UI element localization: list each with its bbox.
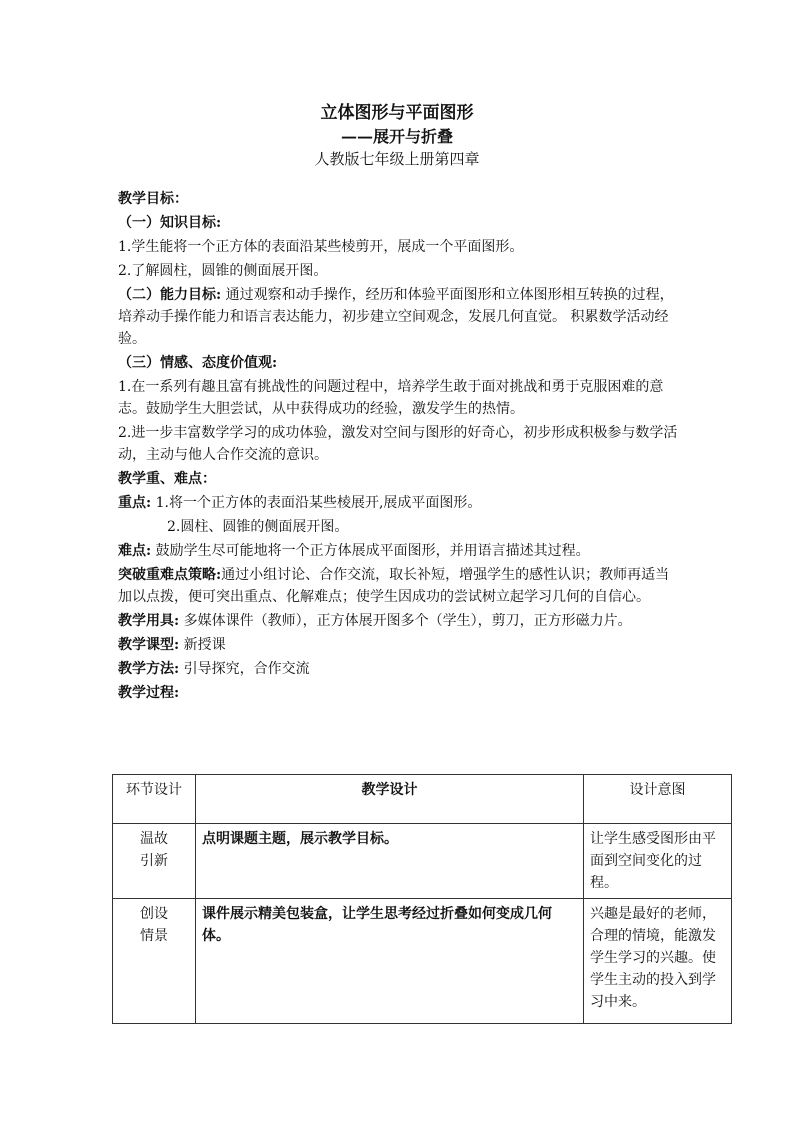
ability-heading: （二）能力目标: [118, 287, 222, 303]
type-label: 教学课型: [118, 637, 180, 653]
objectives-heading: 教学目标： [118, 191, 188, 207]
doc-edition: 人教版七年级上册第四章 [314, 150, 480, 168]
row2-stage-line2: 情景 [140, 928, 168, 944]
keypoints-heading: 教学重、难点： [118, 471, 216, 487]
tools-label: 教学用具: [118, 613, 180, 629]
header-intent: 设计意图 [584, 775, 732, 824]
ability-paragraph [118, 284, 678, 350]
row1-design: 点明课题主题，展示教学目标。 [196, 824, 584, 899]
emotion-item-1: 1.在一系列有趣且富有挑战性的问题过程中，培养学生敢于面对挑战和勇于克服困难的意志。鼓励学生大胆尝试，从中获得成功的经验，激发学生的热情。 [118, 379, 664, 417]
type-line [118, 634, 678, 656]
key-item-2: 2.圆柱、圆锥的侧面展开图。 [167, 519, 349, 535]
knowledge-item-1: 1.学生能将一个正方体的表面沿某些棱剪开，展成一个平面图形。 [118, 239, 524, 255]
type-text: 新授课 [179, 637, 226, 653]
emotion-heading: （三）情感、态度价值观: [118, 355, 278, 371]
key-label: 重点: [118, 495, 152, 511]
header-stage: 环节设计 [113, 775, 196, 824]
method-label: 教学方法: [118, 661, 180, 677]
knowledge-heading: （一）知识目标: [118, 215, 222, 231]
row2-stage [113, 899, 196, 1024]
ability-text: 通过观察和动手操作，经历和体验平面图形和立体图形相互转换的过程，培养动手操作能力和语言表达能力，初步建立空间观念，发展几何直觉。 积累数学活动经验。 [118, 287, 674, 347]
key-item-1-line [118, 492, 678, 514]
row1-stage-line2: 引新 [140, 853, 168, 869]
difficult-line [118, 540, 678, 562]
key-item-1: 1.将一个正方体的表面沿某些棱展开,展成平面图形。 [151, 495, 482, 511]
strategy-paragraph [118, 564, 678, 608]
method-text: 引导探究，合作交流 [179, 661, 310, 677]
row2-intent: 兴趣是最好的老师，合理的情境，能激发学生学习的兴趣。使学生主动的投入到学习中来。 [584, 899, 732, 1024]
table-row [113, 824, 732, 899]
row1-stage-line1: 温故 [140, 831, 168, 847]
emotion-item-2: 2.进一步丰富数学学习的成功体验，激发对空间与图形的好奇心，初步形成积极参与数学活动，主动与他人合作交流的意识。 [118, 425, 678, 463]
method-line [118, 658, 678, 680]
strategy-text: 通过小组讨论、合作交流，取长补短，增强学生的感性认识；教师再适当加以点拨，便可突出重点、化解难点；使学生因成功的尝试树立起学习几何的自信心。 [118, 567, 670, 605]
doc-title: 立体图形与平面图形 [320, 103, 474, 123]
lesson-plan-table [112, 774, 732, 1024]
tools-text: 多媒体课件（教师），正方体展开图多个（学生），剪刀，正方形磁力片。 [179, 613, 632, 629]
doc-body [118, 188, 678, 706]
table-row [113, 899, 732, 1024]
row2-stage-line1: 创设 [140, 906, 168, 922]
tools-paragraph [118, 610, 678, 632]
table-header-row [113, 775, 732, 824]
process-label: 教学过程: [118, 685, 180, 701]
difficult-label: 难点: [118, 543, 152, 559]
row2-design: 课件展示精美包装盒，让学生思考经过折叠如何变成几何体。 [196, 899, 584, 1024]
strategy-label: 突破重难点策略: [118, 567, 222, 583]
difficult-text: 鼓励学生尽可能地将一个正方体展成平面图形，并用语言描述其过程。 [151, 543, 590, 559]
header-design: 教学设计 [196, 775, 584, 824]
row1-intent: 让学生感受图形由平面到空间变化的过程。 [584, 824, 732, 899]
row1-stage [113, 824, 196, 899]
knowledge-item-2: 2.了解圆柱，圆锥的侧面展开图。 [118, 263, 328, 279]
doc-subtitle: ——展开与折叠 [340, 127, 453, 146]
